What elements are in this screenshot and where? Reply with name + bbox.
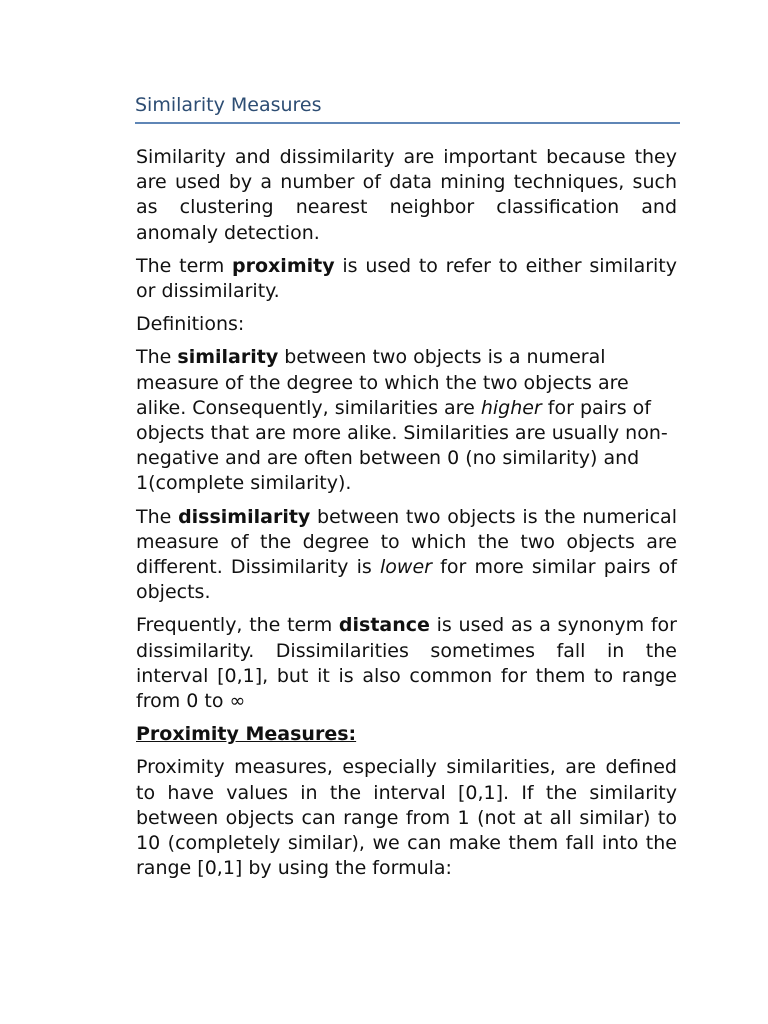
text-segment: for pairs of objects that are more alike. Similarities are usually non-negative and are often between 0 (no similarity) and 1(complete similarity). <box>136 396 668 495</box>
intro-paragraph: Similarity and dissimilarity are important because they are used by a number of data mining techniques, such as clustering nearest neighbor classification and anomaly detection. <box>136 146 677 244</box>
emphasis-higher: higher <box>480 396 542 419</box>
distance-paragraph <box>136 613 677 714</box>
similarity-paragraph <box>136 345 677 496</box>
proximity-measures-paragraph: Proximity measures, especially similarities, are defined to have values in the interval [0,1]. If the similarity between objects can range from 1 (not at all similar) to 10 (completely similar), we can make them fall into the range [0,1] by using the formula: <box>136 756 677 880</box>
definitions-label: Definitions: <box>136 313 245 336</box>
document-body <box>136 145 677 889</box>
text-segment: is used as a synonym for dissimilarity. Dissimilarities sometimes fall in the interval [0,1], but it is also common for them to range from 0 to ∞ <box>136 614 677 713</box>
text-segment: is used to refer to either similarity or dissimilarity. <box>136 254 677 303</box>
text-segment: The <box>136 346 178 369</box>
text-segment: The <box>136 505 179 528</box>
term-similarity: similarity <box>177 346 279 369</box>
text-segment: between two objects is a numeral measure of the degree to which the two objects are alike. Consequently, similarities are <box>136 346 629 419</box>
term-dissimilarity: dissimilarity <box>178 505 311 528</box>
section-heading: Similarity Measures <box>135 94 680 124</box>
text-segment: for more similar pairs of objects. <box>136 556 677 604</box>
proximity-measures-subheading: Proximity Measures: <box>136 723 357 746</box>
term-distance: distance <box>338 614 430 637</box>
term-proximity: proximity <box>232 254 335 277</box>
text-segment: between two objects is the numerical measure of the degree to which the two objects are different. Dissimilarity is <box>136 505 677 579</box>
emphasis-lower: lower <box>380 556 432 579</box>
proximity-paragraph <box>136 254 677 304</box>
dissimilarity-paragraph <box>136 505 677 606</box>
text-segment: Frequently, the term <box>136 614 339 637</box>
text-segment: The term <box>136 254 233 277</box>
